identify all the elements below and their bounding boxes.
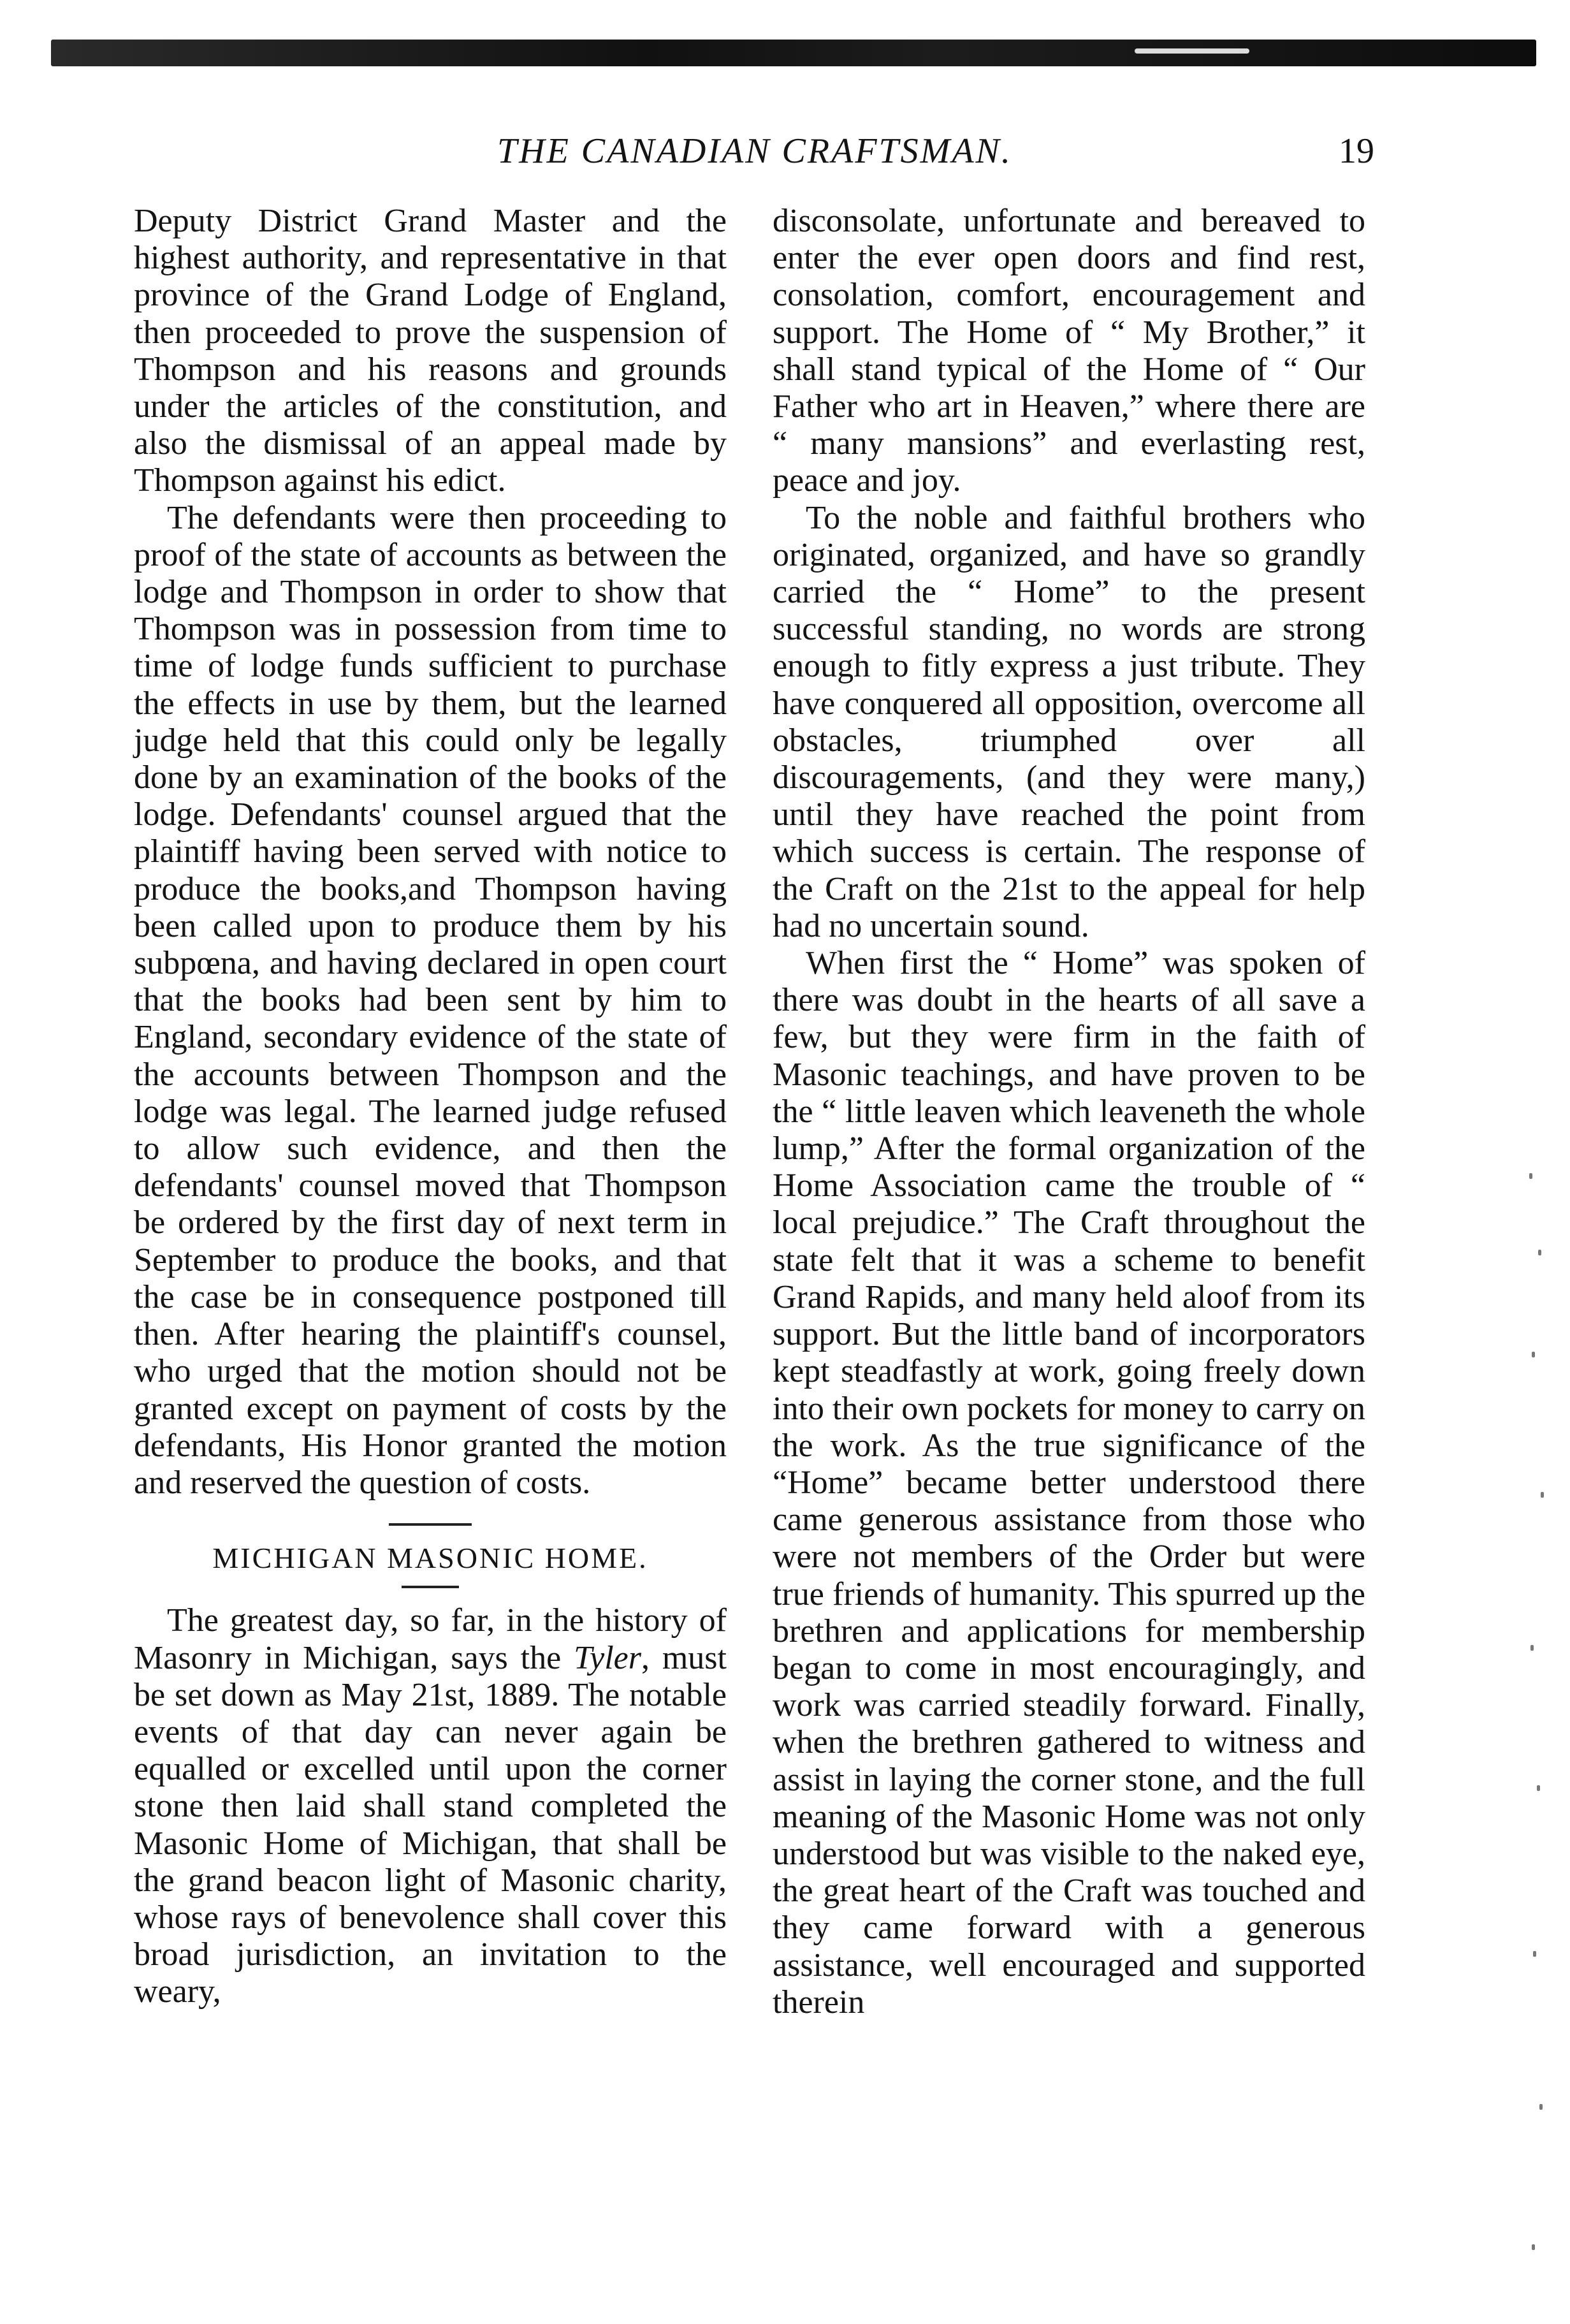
section-divider: [389, 1523, 472, 1526]
left-paragraph-1: Deputy District Grand Master and the highest authority, and representative in that province of the Grand Lodge of England, then proceeded to prove the suspension of Thompson and his reasons and grounds under the articles of the constitution, and also the dismissal of an appeal made by Thompson against his edict.: [134, 203, 727, 499]
right-paragraph-3: When first the “ Home” was spoken of there was doubt in the hearts of all save a few, but they were firm in the faith of Masonic teachings, and have proven to be the “ little leaven which leaveneth the whole lump,” After the formal organization of the Home Association came the trouble of “ local prejudice.” The Craft throughout the state felt that it was a scheme to benefit Grand Rapids, and many held aloof from its support. But the little band of incorporators kept steadfastly at work, going freely down into their own pockets for money to carry on the work. As the true significance of the “Home” became better understood there came generous assistance from those who were not members of the Order but were true friends of humanity. This spurred up the brethren and applications for membership began to come in most encouragingly, and work was carried steadily forward. Finally, when the brethren gathered to witness and assist in laying the corner stone, and the full meaning of the Masonic Home was not only understood but was visible to the naked eye, the great heart of the Craft was touched and they came forward with a generous assistance, well encouraged and supported therein: [773, 945, 1365, 2021]
left-paragraph-2: The defendants were then proceeding to proof of the state of accounts as between the lodge and Thompson in order to show that Thompson was in possession from time to time of lodge funds sufficient to purchase the effects in use by them, but the learned judge held that this could only be legally done by an examination of the books of the lodge. Defendants' counsel argued that the plaintiff having been served with notice to produce the books,and Thompson having been called upon to produce them by his subpœna, and having declared in open court that the books had been sent by him to England, secondary evidence of the state of the accounts between Thompson and the lodge was legal. The learned judge refused to allow such evidence, and then the defendants' counsel moved that Thompson be ordered by the first day of next term in September to produce the books, and that the case be in consequence postponed till then. After hearing the plaintiff's counsel, who urged that the motion should not be granted except on payment of costs by the defendants, His Honor granted the motion and reserved the question of costs.: [134, 499, 727, 1501]
right-paragraph-2: To the noble and faithful brothers who originated, organized, and have so grandly carried the “ Home” to the present successful standing, no words are strong enough to fitly express a just tribute. They have conquered all opposition, overcome all obstacles, triumphed over all discouragements, (and they were many,) until they have reached the point from which success is certain. The response of the Craft on the 21st to the appeal for help had no uncertain sound.: [773, 499, 1365, 944]
margin-scan-specks: [1527, 1160, 1552, 2308]
left-column: [134, 203, 727, 2011]
running-title: THE CANADIAN CRAFTSMAN.: [497, 131, 1012, 171]
running-head: [0, 131, 1570, 175]
section-heading: MICHIGAN MASONIC HOME.: [212, 1542, 648, 1575]
left-paragraph-3: The greatest day, so far, in the history of Masonry in Michigan, says the Tyler, must be set down as May 21st, 1889. The notable events of that day can never again be equalled or excelled until upon the corner stone then laid shall stand completed the Masonic Home of Michigan, that shall be the grand beacon light of Masonic charity, whose rays of benevolence shall cover this broad jurisdiction, an invitation to the weary,: [134, 1602, 727, 2010]
heading-underline: [402, 1586, 459, 1588]
right-paragraph-1: disconsolate, unfortunate and bereaved to enter the ever open doors and find rest, consolation, comfort, encouragement and support. The Home of “ My Brother,” it shall stand typical of the Home of “ Our Father who art in Heaven,” where there are “ many mansions” and everlasting rest, peace and joy.: [773, 203, 1365, 499]
top-rule: [51, 40, 1536, 66]
page-number: 19: [1339, 131, 1374, 171]
right-column: [773, 203, 1365, 2021]
